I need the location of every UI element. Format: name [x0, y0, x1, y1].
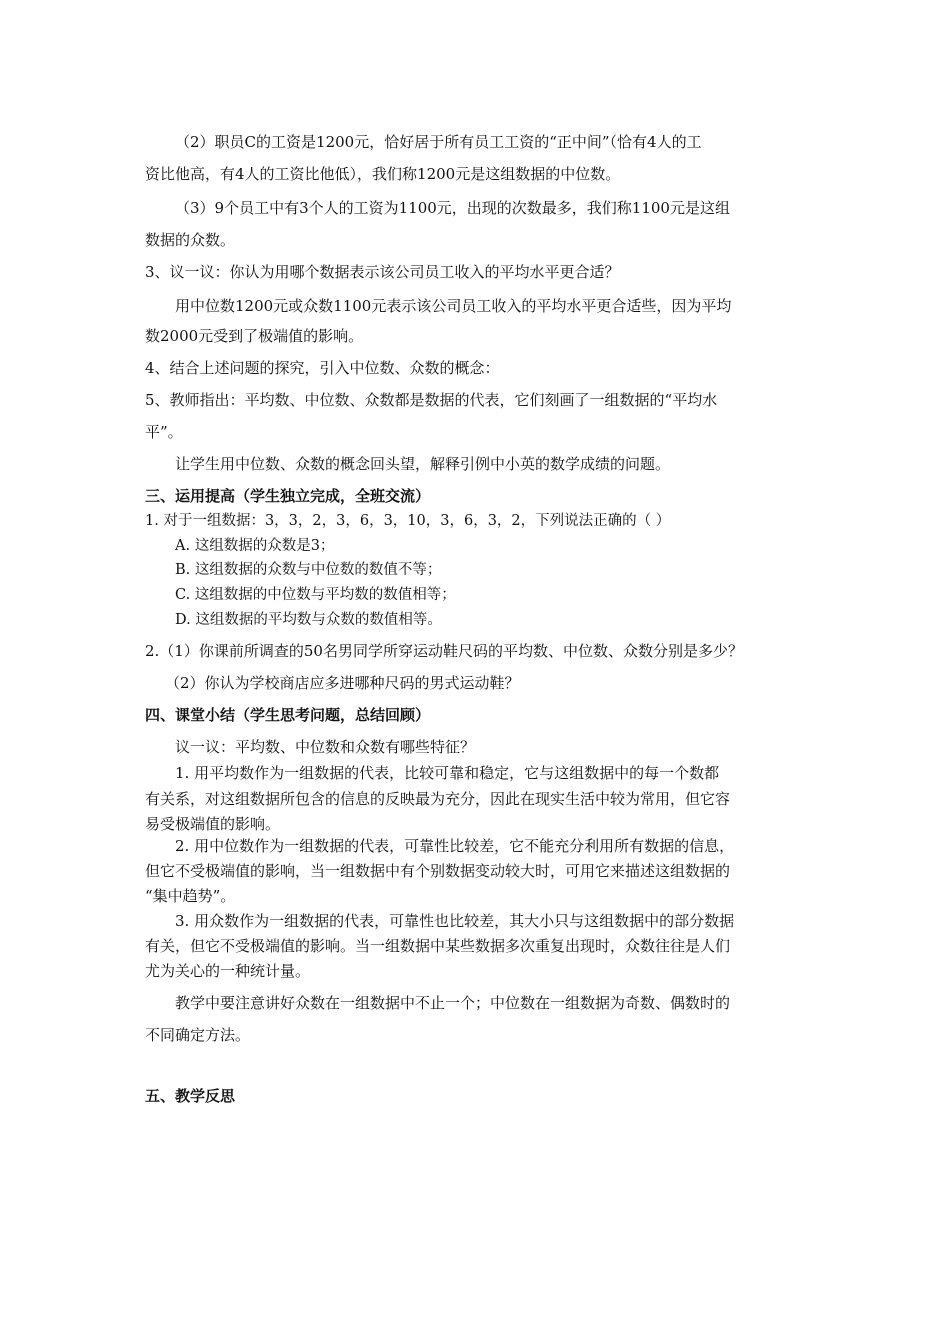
- text-line: （2）职员C的工资是1200元，恰好居于所有员工工资的“正中间”（恰有4人的工: [175, 133, 702, 151]
- text-line: 易受极端值的影响。: [145, 815, 281, 833]
- text-line: 3. 用众数作为一组数据的代表，可靠性也比较差，其大小只与这组数据中的部分数据: [175, 912, 735, 930]
- text-line: 1. 用平均数作为一组数据的代表，比较可靠和稳定，它与这组数据中的每一个数都: [175, 764, 720, 782]
- text-line: 用中位数1200元或众数1100元表示该公司员工收入的平均水平更合适些，因为平均: [175, 297, 732, 315]
- text-line: 有关系，对这组数据所包含的信息的反映最为充分，因此在现实生活中较为常用，但它容: [145, 790, 731, 808]
- text-line: 让学生用中位数、众数的概念回头望，解释引例中小英的数学成绩的问题。: [175, 455, 671, 473]
- text-line: 平”。: [145, 423, 183, 441]
- section-heading-5: 五、教学反思: [145, 1087, 236, 1105]
- text-line: 4、结合上述问题的探究，引入中位数、众数的概念：: [145, 359, 500, 377]
- text-line: 尤为关心的一种统计量。: [145, 962, 311, 980]
- question-2-1: 2.（1）你课前所调查的50名男同学所穿运动鞋尺码的平均数、中位数、众数分别是多少？: [145, 642, 743, 660]
- section-heading-4: 四、课堂小结（学生思考问题，总结回顾）: [145, 706, 431, 724]
- text-line: 3、议一议：你认为用哪个数据表示该公司员工收入的平均水平更合适？: [145, 263, 620, 281]
- text-line: 但它不受极端值的影响，当一组数据中有个别数据变动较大时，可用它来描述这组数据的: [145, 862, 731, 880]
- question-2-2: （2）你认为学校商店应多进哪种尺码的男式运动鞋？: [165, 674, 520, 692]
- text-line: 议一议：平均数、中位数和众数有哪些特征？: [175, 738, 476, 756]
- text-line: 5、教师指出：平均数、中位数、众数都是数据的代表，它们刻画了一组数据的“平均水: [145, 391, 718, 409]
- text-line: 有关，但它不受极端值的影响。当一组数据中某些数据多次重复出现时，众数往往是人们: [145, 937, 731, 955]
- option-c: C. 这组数据的中位数与平均数的数值相等；: [175, 587, 456, 603]
- text-line: 数据的众数。: [145, 231, 236, 249]
- text-line: 资比他高，有4人的工资比他低），我们称1200元是这组数据的中位数。: [145, 165, 621, 183]
- text-line: 不同确定方法。: [145, 1026, 251, 1044]
- option-d: D. 这组数据的平均数与众数的数值相等。: [175, 612, 442, 628]
- question-1: 1. 对于一组数据：3，3，2，3，6，3，10，3，6，3，2，下列说法正确的（ ）: [145, 513, 671, 529]
- option-b: B. 这组数据的众数与中位数的数值不等；: [175, 562, 442, 578]
- text-line: “集中趋势”。: [145, 887, 236, 905]
- section-heading-3: 三、运用提高（学生独立完成，全班交流）: [145, 487, 431, 505]
- text-line: 教学中要注意讲好众数在一组数据中不止一个；中位数在一组数据为奇数、偶数时的: [175, 994, 731, 1012]
- option-a: A. 这组数据的众数是3；: [175, 538, 335, 554]
- text-line: 数2000元受到了极端值的影响。: [145, 327, 364, 345]
- text-line: （3）9个员工中有3个人的工资为1100元，出现的次数最多，我们称1100元是这组: [175, 199, 730, 217]
- text-line: 2. 用中位数作为一组数据的代表，可靠性比较差，它不能充分利用所有数据的信息，: [175, 837, 735, 855]
